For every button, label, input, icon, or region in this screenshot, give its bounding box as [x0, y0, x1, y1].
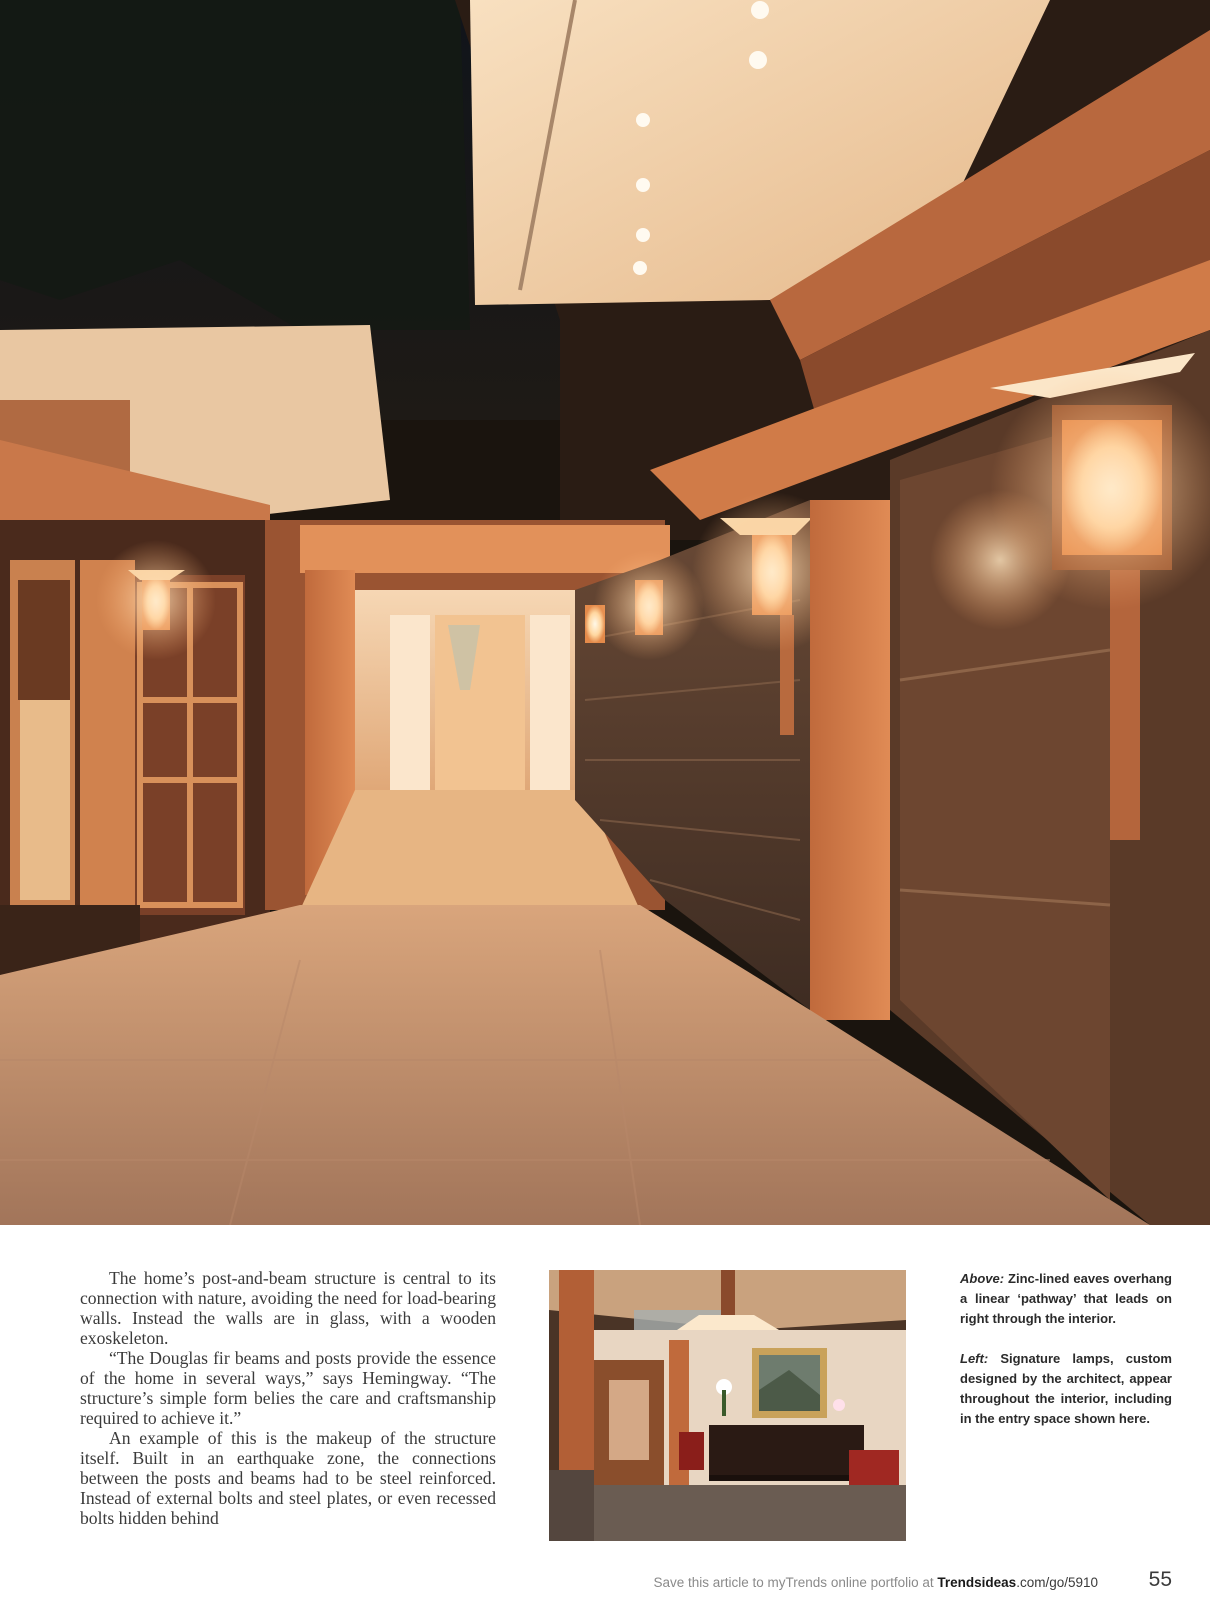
caption-left-text: Signature lamps, custom designed by the architect, appear throughout the interior, including in the entry space shown here.	[960, 1351, 1172, 1426]
caption-above	[960, 1269, 1172, 1329]
article-body	[80, 1268, 496, 1528]
page-footer	[0, 1566, 1210, 1596]
photo-captions	[960, 1269, 1172, 1449]
footer-site-link[interactable]: Trendsideas	[937, 1575, 1017, 1590]
footer-promo	[654, 1575, 1099, 1590]
caption-above-text: Zinc-lined eaves overhang a linear ‘pathway’ that leads on right through the interior.	[960, 1271, 1172, 1326]
footer-url[interactable]: .com/go/5910	[1016, 1575, 1098, 1590]
body-paragraph: “The Douglas fir beams and posts provide the essence of the home in several ways,” says Hemingway. “The structure’s simple form belies the care and craftsmanship required to achieve it.”	[80, 1348, 496, 1428]
footer-prefix: Save this article to myTrends online portfolio at	[653, 1575, 938, 1590]
inset-photo-illustration	[549, 1270, 906, 1541]
caption-left-lead: Left:	[960, 1351, 989, 1366]
body-paragraph: The home’s post-and-beam structure is central to its connection with nature, avoiding the need for load-bearing walls. Instead the walls are in glass, with a wooden exoskeleton.	[80, 1268, 496, 1348]
caption-left	[960, 1349, 1172, 1429]
inset-photo	[549, 1270, 906, 1541]
page-number: 55	[1148, 1568, 1172, 1591]
body-paragraph: An example of this is the makeup of the structure itself. Built in an earthquake zone, the connections between the posts and beams had to be steel reinforced. Instead of external bolts and steel plates, or even recessed bolts hidden behind	[80, 1428, 496, 1528]
caption-above-lead: Above:	[960, 1271, 1005, 1286]
